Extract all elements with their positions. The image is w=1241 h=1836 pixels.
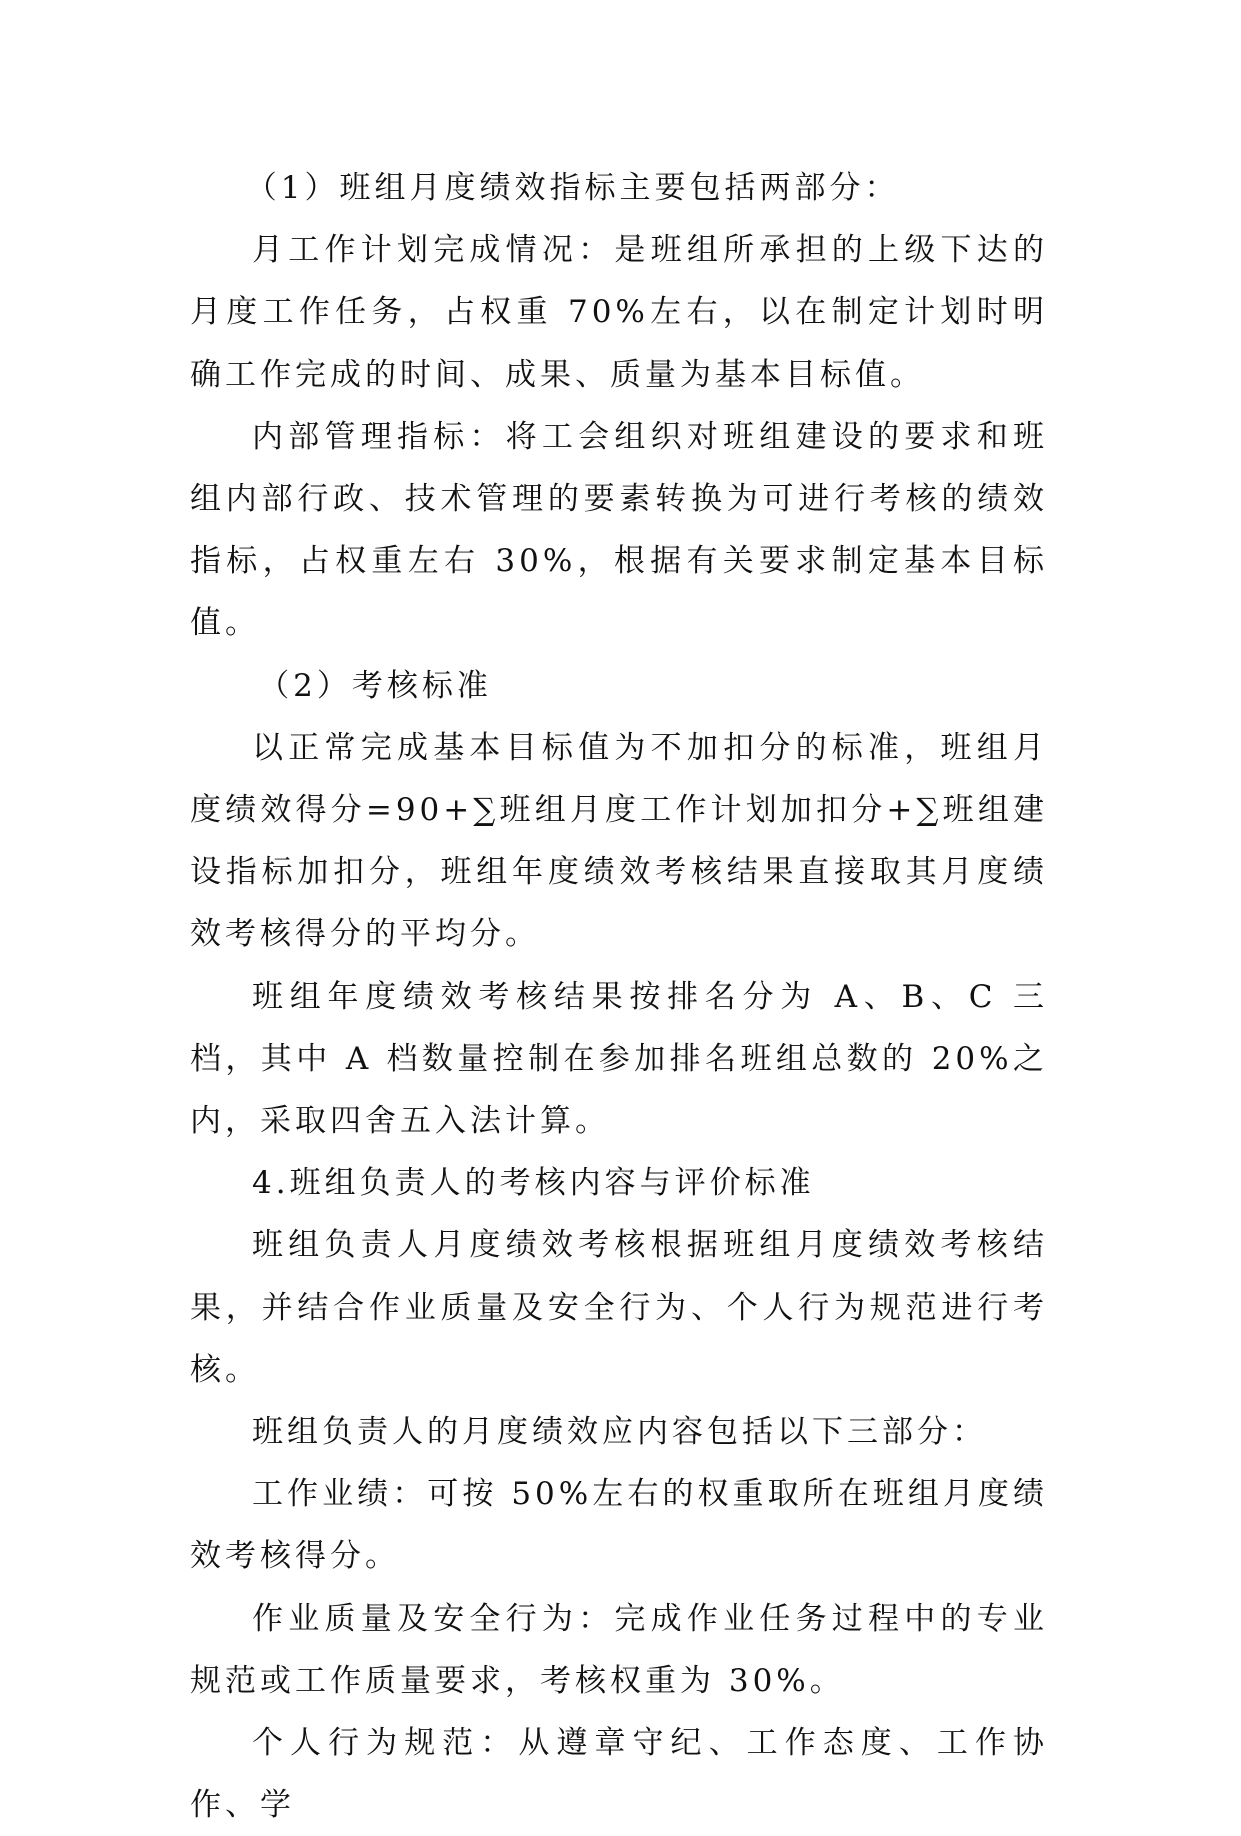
paragraph-assessment-standard-heading: （2）考核标准 <box>258 667 492 704</box>
paragraph-grading-tiers: 班组年度绩效考核结果按排名分为 A、B、C 三档，其中 A 档数量控制在参加排名班组总数的 20%之内，采取四舍五入法计算。 <box>190 978 1048 1140</box>
paragraph-internal-management: 内部管理指标：将工会组织对班组建设的要求和班组内部行政、技术管理的要素转换为可进行考核的绩效指标，占权重左右 30%，根据有关要求制定基本目标值。 <box>190 418 1048 642</box>
paragraph-leader-monthly: 班组负责人月度绩效考核根据班组月度绩效考核结果，并结合作业质量及安全行为、个人行为规范进行考核。 <box>190 1227 1048 1388</box>
paragraph-monthly-plan: 月工作计划完成情况：是班组所承担的上级下达的月度工作任务，占权重 70%左右，以在制定计划时明确工作完成的时间、成果、质量为基本目标值。 <box>190 232 1048 393</box>
paragraph-leader-assessment-heading: 4.班组负责人的考核内容与评价标准 <box>252 1165 815 1202</box>
paragraph-quality-safety: 作业质量及安全行为：完成作业任务过程中的专业规范或工作质量要求，考核权重为 30%。 <box>190 1600 1048 1699</box>
document-body <box>190 157 1048 1836</box>
paragraph-personal-conduct: 个人行为规范：从遵章守纪、工作态度、工作协作、学 <box>190 1725 1048 1824</box>
paragraph-team-indicators-heading: （1）班组月度绩效指标主要包括两部分： <box>245 170 900 206</box>
paragraph-leader-three-parts: 班组负责人的月度绩效应内容包括以下三部分： <box>252 1414 987 1451</box>
paragraph-score-formula: 以正常完成基本目标值为不加扣分的标准，班组月度绩效得分=90+∑班组月度工作计划加扣分+∑班组建设指标加扣分，班组年度绩效考核结果直接取其月度绩效考核得分的平均分。 <box>190 729 1048 953</box>
paragraph-work-performance: 工作业绩：可按 50%左右的权重取所在班组月度绩效考核得分。 <box>190 1476 1048 1575</box>
